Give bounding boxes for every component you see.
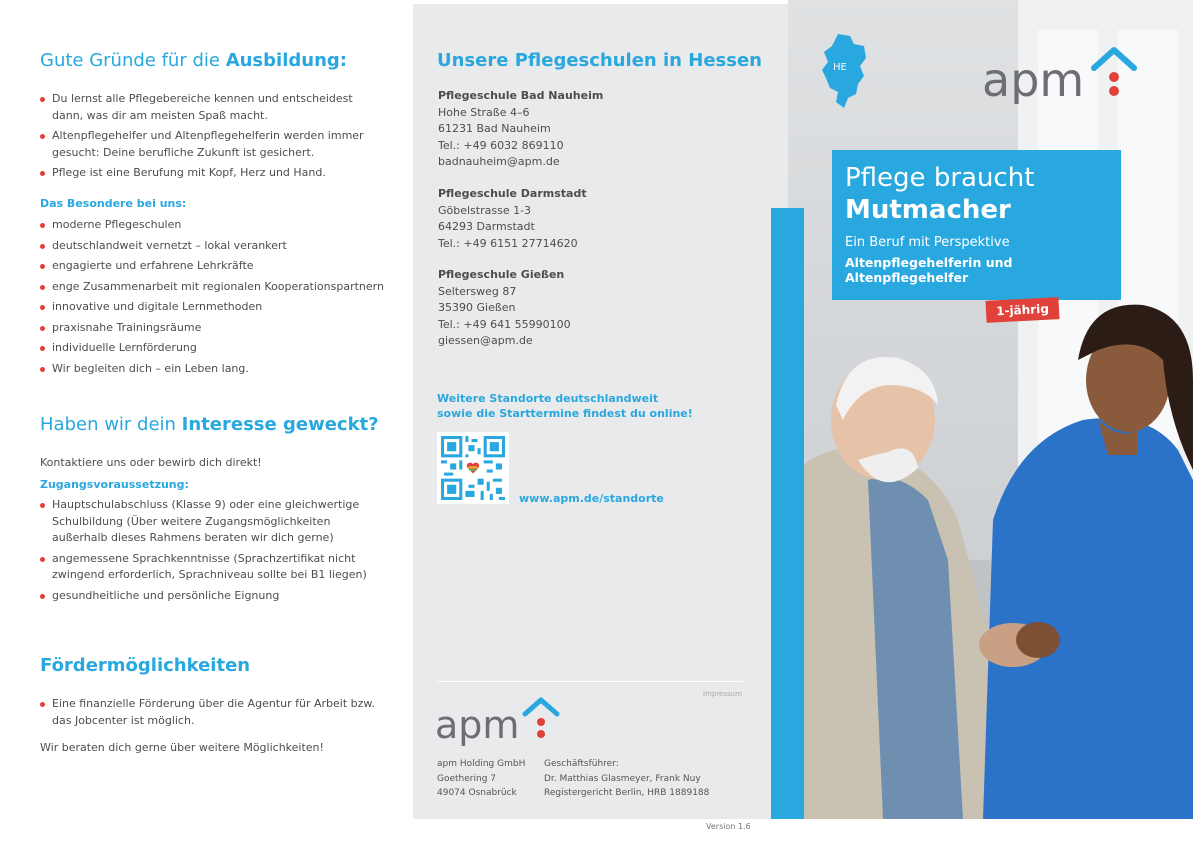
company-address: apm Holding GmbH Goethering 7 49074 Osnabrück	[437, 759, 526, 798]
state-code: HE	[833, 62, 847, 73]
list-item: moderne Pflegeschulen	[40, 217, 385, 234]
management-info: Geschäftsführer: Dr. Matthias Glasmeyer, Frank Nuy Registergericht Berlin, HRB 1889188	[544, 759, 710, 798]
list-item: Du lernst alle Pflegebereiche kennen und entscheidest dann, was dir am meisten Spaß macht.	[40, 91, 385, 124]
list-item: praxisnahe Trainingsräume	[40, 320, 385, 337]
contact-text: Kontaktiere uns oder bewirb dich direkt!	[40, 456, 262, 469]
list-item: Pflege ist eine Berufung mit Kopf, Herz und Hand.	[40, 165, 385, 182]
list-item: Altenpflegehelfer und Altenpflegehelferin werden immer gesucht: Deine berufliche Zukunft ist gesichert.	[40, 128, 385, 161]
heading-schools: Unsere Pflegeschulen in Hessen	[437, 50, 762, 71]
list-item: engagierte und erfahrene Lehrkräfte	[40, 258, 385, 275]
subtitle: Ein Beruf mit Perspektive	[845, 235, 1010, 250]
school-email[interactable]: badnauheim@apm.de	[438, 155, 560, 168]
list-item: gesundheitliche und persönliche Eignung	[40, 588, 385, 605]
requirements-list	[40, 497, 385, 608]
logo-text: apm	[435, 703, 520, 747]
closing-text: Wir beraten dich gerne über weitere Möglichkeiten!	[40, 741, 324, 754]
school-phone[interactable]: Tel.: +49 641 55990100	[438, 317, 571, 331]
funding-list	[40, 696, 385, 733]
apm-logo	[435, 696, 563, 752]
heading-interest: Haben wir dein Interesse geweckt?	[40, 414, 379, 435]
school-name: Pflegeschule Darmstadt	[438, 187, 587, 200]
middle-panel	[413, 4, 788, 819]
reasons-list	[40, 91, 385, 186]
school-street: Hohe Straße 4–6	[438, 105, 530, 119]
list-item: angemessene Sprachkenntnisse (Sprachzertifikat nicht zwingend erforderlich, Sprachniveau sollte bei B1 liegen)	[40, 551, 385, 584]
qr-code-icon	[441, 436, 505, 500]
special-title: Das Besondere bei uns:	[40, 197, 187, 210]
list-item: enge Zusammenarbeit mit regionalen Kooperationspartnern	[40, 279, 385, 296]
school-name: Pflegeschule Bad Nauheim	[438, 89, 604, 102]
school-name: Pflegeschule Gießen	[438, 268, 565, 281]
apm-logo	[982, 44, 1142, 108]
school-phone[interactable]: Tel.: +49 6032 869110	[438, 138, 564, 152]
list-item: individuelle Lernförderung	[40, 340, 385, 357]
qr-code[interactable]	[437, 432, 509, 504]
impressum-label: Impressum	[703, 690, 742, 698]
left-panel	[0, 0, 412, 850]
school-city: 64293 Darmstadt	[438, 220, 535, 233]
list-item: Wir begleiten dich – ein Leben lang.	[40, 361, 385, 378]
school-email[interactable]: giessen@apm.de	[438, 334, 533, 347]
logo-text: apm	[982, 53, 1085, 104]
divider	[437, 681, 743, 682]
heading-funding: Fördermöglichkeiten	[40, 655, 251, 676]
version-label: Version 1.6	[706, 822, 751, 831]
caregiver-photo-illustration	[788, 0, 1193, 819]
list-item: Hauptschulabschluss (Klasse 9) oder eine gleichwertige Schulbildung (Über weitere Zugangsmöglichkeiten außerhalb dieses Rahmens beraten wir dich gerne)	[40, 497, 385, 547]
school-street: Seltersweg 87	[438, 284, 517, 298]
school-street: Göbelstrasse 1-3	[438, 203, 532, 217]
cover-photo	[788, 0, 1193, 819]
school-bad-nauheim	[438, 88, 603, 171]
list-item: Eine finanzielle Förderung über die Agentur für Arbeit bzw. das Jobcenter ist möglich.	[40, 696, 385, 729]
more-locations-text: Weitere Standorte deutschlandweit sowie die Starttermine findest du online!	[437, 392, 693, 420]
school-darmstadt	[438, 186, 587, 252]
school-phone[interactable]: Tel.: +49 6151 27714620	[438, 236, 578, 250]
list-item: innovative und digitale Lernmethoden	[40, 299, 385, 316]
requirements-title: Zugangsvoraussetzung:	[40, 478, 189, 491]
apm-logo-icon	[435, 696, 563, 748]
list-item: deutschlandweit vernetzt – lokal verankert	[40, 238, 385, 255]
title-line-2: Mutmacher	[845, 195, 1011, 225]
locations-link[interactable]: www.apm.de/standorte	[519, 492, 664, 505]
profession: Altenpflegehelferin und Altenpflegehelfer	[845, 255, 1013, 285]
apm-logo-icon	[982, 44, 1142, 104]
hessen-map-icon	[820, 32, 868, 108]
school-city: 61231 Bad Nauheim	[438, 122, 551, 135]
hessen-map	[820, 32, 868, 112]
title-line-1: Pflege braucht	[845, 163, 1035, 193]
special-list	[40, 217, 385, 381]
title-box	[832, 150, 1121, 300]
school-city: 35390 Gießen	[438, 301, 516, 314]
school-giessen	[438, 267, 571, 350]
accent-stripe	[771, 208, 804, 819]
heading-reasons: Gute Gründe für die Ausbildung:	[40, 50, 347, 71]
duration-badge: 1-jährig	[985, 297, 1059, 323]
